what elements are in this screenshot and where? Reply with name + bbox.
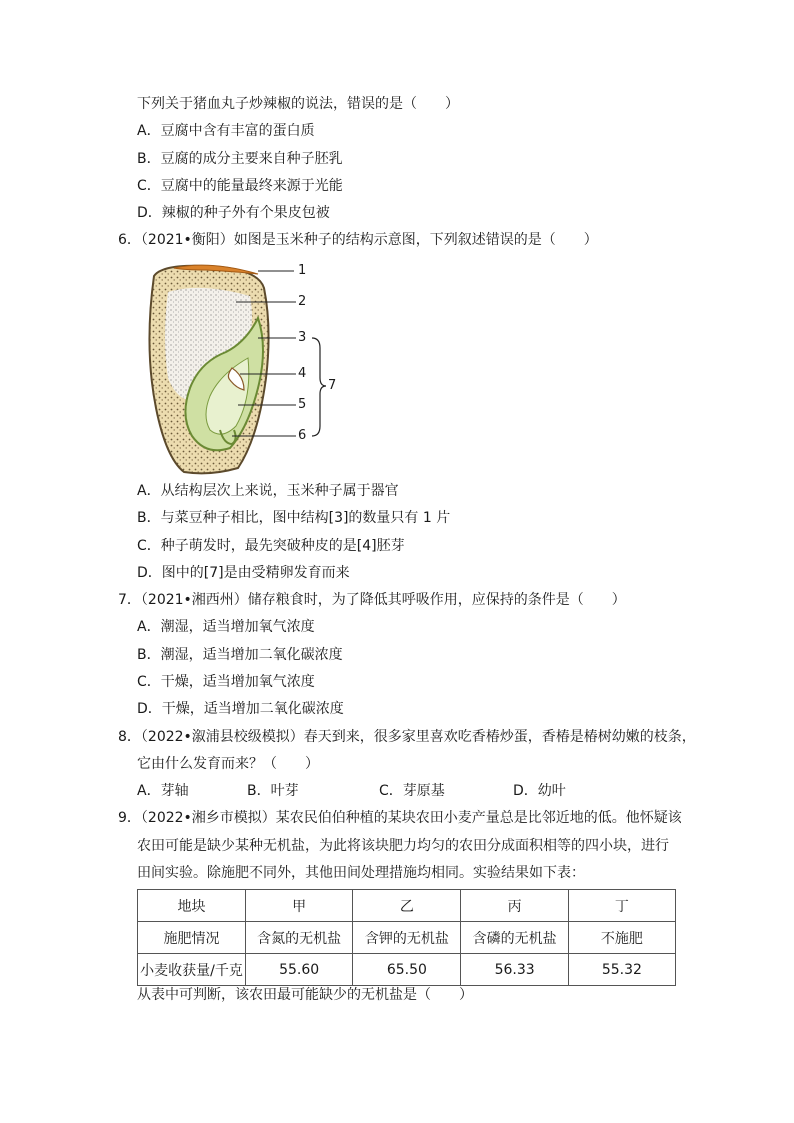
table-cell: 小麦收获量/千克 — [138, 954, 246, 986]
corn-seed-diagram — [140, 258, 340, 480]
figure-label-5: 5 — [298, 397, 307, 412]
corn-seed-figure — [140, 258, 340, 480]
table-cell: 65.50 — [353, 954, 461, 986]
table-cell: 55.32 — [568, 954, 675, 986]
figure-label-4: 4 — [298, 366, 307, 381]
q7-option-b[interactable]: B．潮湿，适当增加二氧化碳浓度 — [137, 647, 343, 663]
table-cell: 甲 — [246, 890, 353, 922]
q9-stem-line3: 田间实验。除施肥不同外，其他田间处理措施均相同。实验结果如下表： — [137, 865, 585, 881]
table-cell: 丙 — [461, 890, 568, 922]
q8-option-d[interactable]: D．幼叶 — [513, 783, 566, 799]
q6-option-b[interactable]: B．与菜豆种子相比，图中结构[3]的数量只有 1 片 — [137, 510, 451, 526]
table-cell: 不施肥 — [568, 922, 675, 954]
figure-label-7: 7 — [328, 378, 337, 393]
q5-option-c[interactable]: C．豆腐中的能量最终来源于光能 — [137, 178, 343, 194]
figure-label-1: 1 — [298, 263, 307, 278]
q9-results-table — [137, 889, 676, 986]
q6-option-a[interactable]: A．从结构层次上来说，玉米种子属于器官 — [137, 483, 399, 499]
figure-label-6: 6 — [298, 428, 307, 443]
q6-option-d[interactable]: D．图中的[7]是由受精卵发育而来 — [137, 565, 350, 581]
table-cell: 55.60 — [246, 954, 353, 986]
table-cell: 含钾的无机盐 — [353, 922, 461, 954]
table-cell: 含氮的无机盐 — [246, 922, 353, 954]
table-row — [138, 922, 676, 954]
q7-option-a[interactable]: A．潮湿，适当增加氧气浓度 — [137, 619, 315, 635]
q9-followup: 从表中可判断，该农田最可能缺少的无机盐是（ ） — [137, 987, 473, 1003]
q5-option-d[interactable]: D．辣椒的种子外有个果皮包被 — [137, 205, 330, 221]
q8-option-a[interactable]: A．芽轴 — [137, 783, 189, 799]
q7-option-c[interactable]: C．干燥，适当增加氧气浓度 — [137, 674, 315, 690]
q8-stem-line2: 它由什么发育而来？（ ） — [137, 756, 319, 772]
table-cell: 56.33 — [461, 954, 568, 986]
q7-option-d[interactable]: D．干燥，适当增加二氧化碳浓度 — [137, 701, 344, 717]
q8-options-row — [137, 781, 593, 801]
q5-stem: 下列关于猪血丸子炒辣椒的说法，错误的是（ ） — [137, 96, 459, 112]
q8-stem-line1: 8．（2022•溆浦县校级模拟）春天到来，很多家里喜欢吃香椿炒蛋，香椿是椿树幼嫩的枝条， — [118, 729, 696, 745]
q6-stem: 6．（2021•衡阳）如图是玉米种子的结构示意图，下列叙述错误的是（ ） — [118, 232, 598, 248]
q7-stem: 7．（2021•湘西州）储存粮食时，为了降低其呼吸作用，应保持的条件是（ ） — [118, 592, 626, 608]
q8-option-b[interactable]: B．叶芽 — [247, 783, 299, 799]
table-cell: 含磷的无机盐 — [461, 922, 568, 954]
q8-option-c[interactable]: C．芽原基 — [379, 783, 445, 799]
q5-option-b[interactable]: B．豆腐的成分主要来自种子胚乳 — [137, 151, 343, 167]
table-cell: 地块 — [138, 890, 246, 922]
table-cell: 丁 — [568, 890, 675, 922]
q6-option-c[interactable]: C．种子萌发时，最先突破种皮的是[4]胚芽 — [137, 538, 405, 554]
q5-option-a[interactable]: A．豆腐中含有丰富的蛋白质 — [137, 123, 315, 139]
q9-stem-line1: 9．（2022•湘乡市模拟）某农民伯伯种植的某块农田小麦产量总是比邻近地的低。他怀疑该 — [118, 810, 682, 826]
figure-label-3: 3 — [298, 330, 307, 345]
figure-label-2: 2 — [298, 294, 307, 309]
table-row — [138, 890, 676, 922]
table-row — [138, 954, 676, 986]
table-cell: 乙 — [353, 890, 461, 922]
q9-stem-line2: 农田可能是缺少某种无机盐，为此将该块肥力均匀的农田分成面积相等的四小块，进行 — [137, 838, 669, 854]
table-cell: 施肥情况 — [138, 922, 246, 954]
